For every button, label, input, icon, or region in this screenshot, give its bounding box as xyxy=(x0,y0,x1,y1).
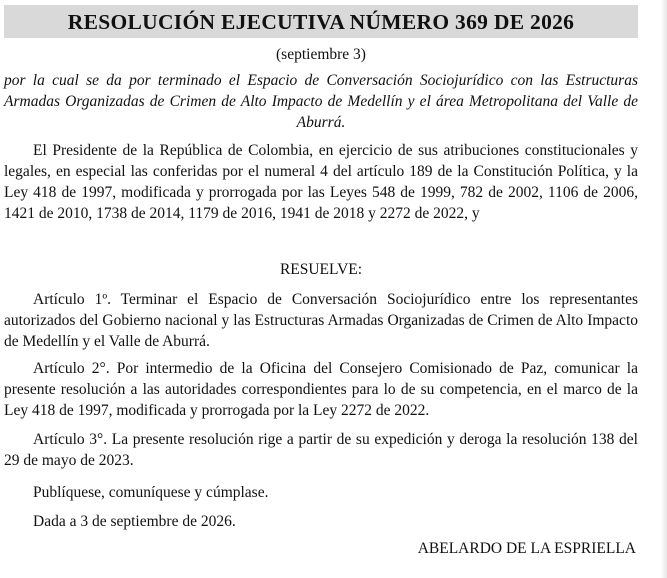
article-2: Artículo 2°. Por intermedio de la Oficina del Consejero Comisionado de Paz, comunicar la presente resolución a las autoridades correspondientes para lo de su competencia, en el marco de la Ley 418 de 1997, modificada y prorrogada por la Ley 2272 de 2022. xyxy=(4,360,638,419)
dated-line: Dada a 3 de septiembre de 2026. xyxy=(33,513,236,530)
title-bar xyxy=(4,5,638,38)
page-edge-shadow xyxy=(661,0,667,578)
closing-formula: Publíquese, comuníquese y cúmplase. xyxy=(33,484,269,501)
document-subtitle: por la cual se da por terminado el Espacio de Conversación Sociojurídico con las Estructuras Armadas Organizadas de Crimen de Alto Impacto de Medellín y el área Metropolitana del Valle de Aburrá. xyxy=(4,72,638,131)
article-3: Artículo 3°. La presente resolución rige a partir de su expedición y deroga la resolución 138 del 29 de mayo de 2023. xyxy=(4,431,638,469)
document-title: RESOLUCIÓN EJECUTIVA NÚMERO 369 DE 2026 xyxy=(67,10,575,34)
preamble-paragraph: El Presidente de la República de Colombia, en ejercicio de sus atribuciones constitucionales y legales, en especial las conferidas por el numeral 4 del artículo 189 de la Constitución Política, y la Ley 418 de 1997, modificada y prorrogada por las Leyes 548 de 1999, 782 de 2002, 1106 de 2006, 1421 de 2010, 1738 de 2014, 1179 de 2016, 1941 de 2018 y 2272 de 2022, y xyxy=(4,142,638,222)
article-1: Artículo 1º. Terminar el Espacio de Conversación Sociojurídico entre los representantes autorizados del Gobierno nacional y las Estructuras Armadas Organizadas de Crimen de Alto Impacto de Medellín y el Valle de Aburrá. xyxy=(4,291,638,350)
signature-name: ABELARDO DE LA ESPRIELLA xyxy=(417,540,636,557)
document-date: (septiembre 3) xyxy=(276,46,366,63)
resuelve-heading: RESUELVE: xyxy=(279,261,363,278)
